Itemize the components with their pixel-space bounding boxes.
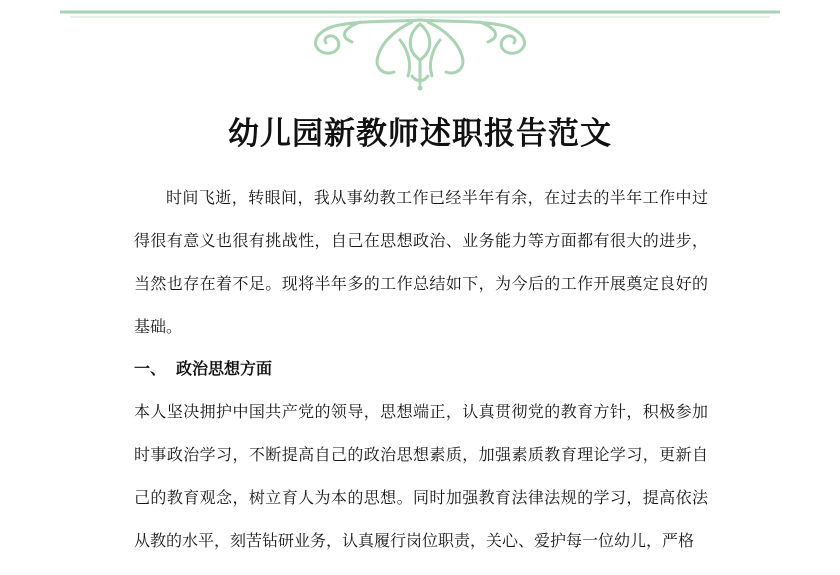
document-title: 幼儿园新教师述职报告范文: [228, 116, 612, 152]
section-heading-text: 政治思想方面: [176, 359, 273, 378]
section-number: 一、: [134, 359, 167, 378]
section-heading: [134, 347, 272, 390]
section-paragraph: 本人坚决拥护中国共产党的领导，思想端正，认真贯彻党的教育方针，积极参加时事政治学习，不断提高自己的政治思想素质，加强素质教育理论学习，更新自己的教育观念，树立育人为本的思想。同时加强教育法律法规的学习，提高依法从教的水平，刻苦钻研业务，认真履行岗位职责，关心、爱护每一位幼儿，严格: [134, 402, 708, 550]
intro-paragraph: 时间飞逝，转眼间，我从事幼教工作已经半年有余，在过去的半年工作中过得很有意义也很有挑战性，自己在思想政治、业务能力等方面都有很大的进步，当然也存在着不足。现将半年多的工作总结如下，为今后的工作开展奠定良好的基础。: [134, 188, 708, 336]
decorative-header-ornament: [60, 0, 780, 95]
